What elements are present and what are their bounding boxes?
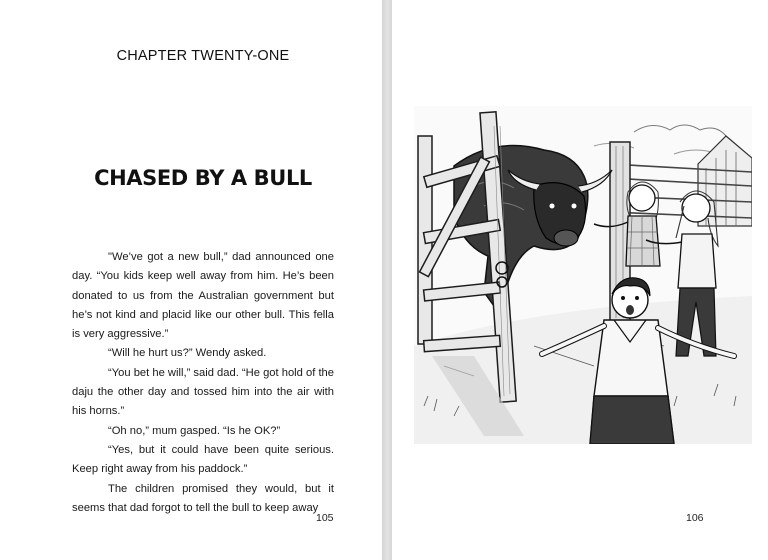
chapter-title: CHASED BY A BULL — [94, 166, 312, 190]
paragraph: “Oh no,” mum gasped. “Is he OK?” — [108, 424, 281, 437]
right-page — [392, 0, 768, 560]
page-number-left: 105 — [316, 512, 334, 524]
chapter-label: CHAPTER TWENTY-ONE — [116, 48, 290, 64]
page-number-right: 106 — [686, 512, 704, 524]
paragraph: “You bet he will,” said dad. “He got hold of the daju the other day and tossed him into the air with his horns.” — [72, 366, 334, 418]
paragraph: "We’ve got a new bull,” dad announced one day. “You kids keep well away from him. He’s been donated to us from the Australian government but he’s not kind and placid like our other bull. This fella is very aggressive.” — [72, 251, 334, 341]
chapter-body — [72, 248, 334, 518]
paragraph: “Will he hurt us?” Wendy asked. — [108, 347, 267, 360]
left-page — [0, 0, 382, 560]
paragraph: The children promised they would, but it seems that dad forgot to tell the bull to keep away — [72, 482, 334, 514]
paragraph: “Yes, but it could have been quite serious. Keep right away from his paddock.” — [72, 443, 334, 476]
book-gutter — [382, 0, 392, 560]
bull-chase-illustration — [414, 106, 752, 444]
